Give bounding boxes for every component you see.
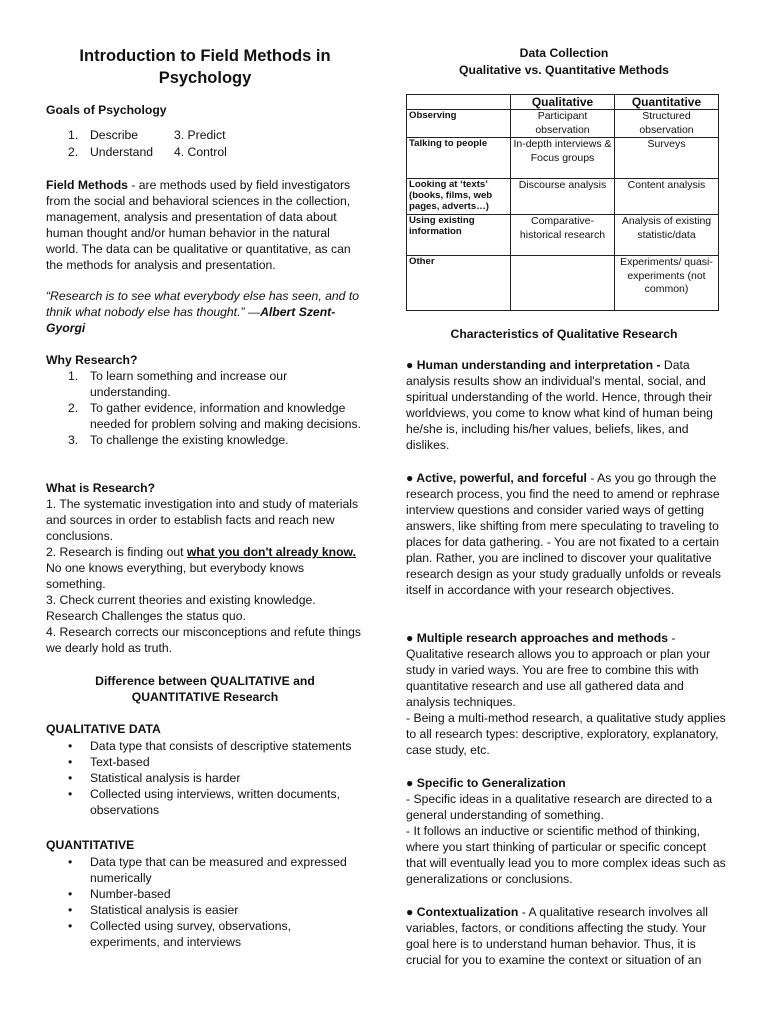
- data-collection-table: [406, 94, 719, 311]
- list-item: • Data type that consists of descriptive statements: [46, 738, 364, 754]
- list-item: • Collected using survey, observations, experiments, and interviews: [46, 918, 364, 950]
- list-item: [46, 368, 364, 400]
- table-header-row: [407, 95, 719, 110]
- table-row: [407, 110, 719, 138]
- item-text: To learn something and increase our understanding.: [90, 369, 288, 399]
- what-item-3: 3. Check current theories and existing knowledge. Research Challenges the status quo.: [46, 593, 316, 623]
- what-research-body: [46, 496, 364, 656]
- characteristic-5: [406, 904, 726, 968]
- characteristic-4: [406, 775, 726, 887]
- item-text: To challenge the existing knowledge.: [90, 433, 289, 447]
- goals-heading: Goals of Psychology: [46, 103, 167, 117]
- goal-item: 3. Predict: [174, 128, 226, 142]
- item-number: 1.: [68, 369, 79, 383]
- table-cell: Other: [407, 256, 511, 311]
- what-item-1: 1. The systematic investigation into and study of materials and sources in order to establish facts and reach new conclusions.: [46, 497, 359, 543]
- field-methods-definition: - are methods used by field investigators from the social and behavioral sciences in the collection, management, analysis and presentation of data about human thought and/or human behavior in the natural world. The data can be qualitative or quantitative, as can the methods for analysis and presentation.: [46, 178, 351, 272]
- qualitative-data-heading: QUALITATIVE DATA: [46, 722, 161, 736]
- goal-row: [46, 144, 364, 161]
- table-row: [407, 256, 719, 311]
- characteristic-1: [406, 357, 726, 453]
- field-methods-paragraph: [46, 177, 364, 273]
- table-cell: Talking to people: [407, 138, 511, 179]
- field-methods-term: Field Methods: [46, 178, 128, 192]
- why-research-list: [46, 368, 364, 448]
- table-cell: Comparative-historical research: [511, 215, 615, 256]
- characteristic-2: [406, 470, 726, 598]
- goal-row: [46, 127, 364, 144]
- quote: [46, 288, 364, 336]
- goal-item: Understand: [90, 145, 154, 159]
- characteristic-title: ● Multiple research approaches and methods: [406, 631, 669, 645]
- table-cell: Content analysis: [615, 179, 719, 215]
- list-item: • Data type that can be measured and expressed numerically: [46, 854, 364, 886]
- table-cell: Looking at ‘texts’ (books, films, web pages, adverts…): [407, 179, 511, 215]
- page-title: Introduction to Field Methods in Psychology: [79, 47, 331, 87]
- table-cell: Discourse analysis: [511, 179, 615, 215]
- quantitative-list: [46, 854, 364, 950]
- qualitative-data-list: [46, 738, 364, 818]
- characteristic-3: [406, 630, 726, 758]
- list-item: [46, 400, 364, 432]
- difference-heading-line-1: Difference between QUALITATIVE and: [95, 674, 315, 688]
- table-cell: Analysis of existing statistic/data: [615, 215, 719, 256]
- table-row: [407, 138, 719, 179]
- item-text: To gather evidence, information and knowledge needed for problem solving and making decisions.: [90, 401, 361, 431]
- item-number: 2.: [68, 401, 79, 415]
- characteristic-text: - As you go through the research process, you find the need to amend or rephrase interview questions and consider varied ways of getting answers, like shifting from mere speculating to traveling to places for data gathering. - You are not fixated to a certain plan. Rather, you are inclined to discover your qualitative research design as your study gradually unfolds or reveals itself in accordance with your research objectives.: [406, 471, 722, 597]
- list-item: • Number-based: [46, 886, 364, 902]
- what-item-4: 4. Research corrects our misconceptions and refute things we dearly hold as truth.: [46, 625, 362, 655]
- table-row: [407, 215, 719, 256]
- list-item: • Text-based: [46, 754, 364, 770]
- table-cell: [511, 256, 615, 311]
- table-cell: In-depth interviews & Focus groups: [511, 138, 615, 179]
- characteristic-text: Data analysis results show an individual's mental, social, and spiritual understanding of the world. Hence, through their worldviews, you come to know what kind of human being he/she is, including his/her values, beliefs, likes, and dislikes.: [406, 358, 713, 452]
- characteristic-text: - A qualitative research involves all variables, factors, or conditions affecting the study. Your goal here is to understand human behavior. Thus, it is crucial for you to examine the context or situation of an: [406, 905, 708, 967]
- characteristic-title: ● Human understanding and interpretation -: [406, 358, 664, 372]
- table-header: Quantitative: [615, 95, 719, 110]
- difference-heading: [46, 673, 364, 705]
- table-header: Qualitative: [511, 95, 615, 110]
- characteristic-text: - Qualitative research allows you to approach or plan your study in varied ways. You are free to combine this with quantitative research and use all gathered data and analysis techniques. - Being a multi-method research, a qualitative study applies to all research types: descriptive, exploratory, explanatory, case study, etc.: [406, 631, 726, 757]
- characteristic-text: - Specific ideas in a qualitative research are directed to a general understanding of something. - It follows an inductive or scientific method of thinking, where you start thinking of particular or specific concept that will eventually lead you to more complex ideas such as generalizations or conclusions.: [406, 792, 726, 886]
- table-header: [407, 95, 511, 110]
- quote-author: Albert Szent-Gyorgi: [46, 305, 336, 335]
- characteristics-heading: Characteristics of Qualitative Research: [450, 327, 678, 341]
- what-research-heading: What is Research?: [46, 481, 156, 495]
- table-cell: Participant observation: [511, 110, 615, 138]
- table-cell: Experiments/ quasi-experiments (not common): [615, 256, 719, 311]
- list-item: • Statistical analysis is harder: [46, 770, 364, 786]
- goal-item: Describe: [90, 128, 139, 142]
- table-cell: Structured observation: [615, 110, 719, 138]
- list-item: [46, 432, 364, 448]
- data-collection-heading: [406, 45, 722, 79]
- characteristic-title: ● Specific to Generalization: [406, 776, 566, 790]
- table-row: [407, 179, 719, 215]
- why-research-heading: Why Research?: [46, 353, 138, 367]
- table-cell: Using existing information: [407, 215, 511, 256]
- quote-text: “Research is to see what everybody else has seen, and to thnik what nobody else has thought.” —: [46, 289, 359, 319]
- difference-heading-line-2: QUANTITATIVE Research: [131, 690, 279, 704]
- what-item-2-emphasis: what you don't already know.: [186, 545, 356, 559]
- characteristic-title: ● Active, powerful, and forceful: [406, 471, 587, 485]
- goals-list: [46, 127, 364, 161]
- data-collection-title: Data Collection: [519, 46, 609, 60]
- table-cell: Observing: [407, 110, 511, 138]
- list-item: • Statistical analysis is easier: [46, 902, 364, 918]
- item-number: 3.: [68, 433, 79, 447]
- goal-number: 2.: [68, 145, 79, 159]
- table-cell: Surveys: [615, 138, 719, 179]
- goal-number: 1.: [68, 128, 79, 142]
- goal-item: 4. Control: [174, 145, 227, 159]
- list-item: • Collected using interviews, written documents, observations: [46, 786, 364, 818]
- what-item-2-end: No one knows everything, but everybody knows something.: [46, 561, 305, 591]
- characteristic-title: ● Contextualization: [406, 905, 519, 919]
- what-item-2-start: 2. Research is finding out: [46, 545, 187, 559]
- quantitative-heading: QUANTITATIVE: [46, 838, 135, 852]
- data-collection-subtitle: Qualitative vs. Quantitative Methods: [459, 63, 669, 77]
- what-item-2: [46, 544, 364, 592]
